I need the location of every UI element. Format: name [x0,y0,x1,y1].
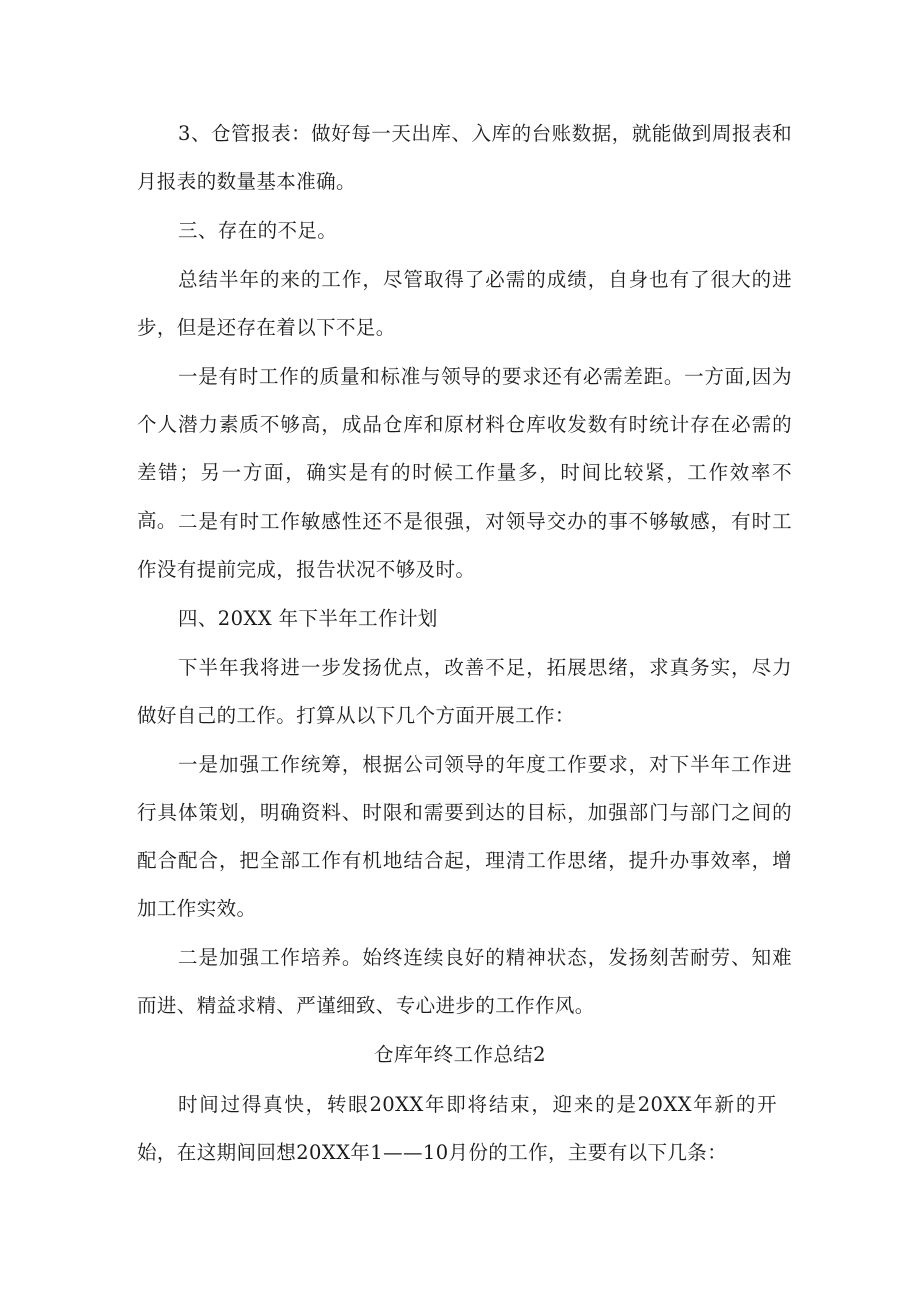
paragraph-plan-two: 二是加强工作培养。始终连续良好的精神状态，发扬刻苦耐劳、知难而进、精益求精、严谨细致、专心进步的工作作风。 [137,946,792,1017]
paragraph-shortcoming-two: 二是有时工作敏感性还不是很强，对领导交办的事不够敏感，有时工作没有提前完成，报告状况不够及时。 [137,510,792,581]
paragraph-shortcoming-one: 一是有时工作的质量和标准与领导的要求还有必需差距。一方面,因为个人潜力素质不够高，成品仓库和原材料仓库收发数有时统计存在必需的差错；另一方面，确实是有的时候工作量多，时间比较紧，工作效率不高。 [137,365,792,532]
paragraph-plan-intro: 下半年我将进一步发扬优点，改善不足，拓展思绪，求真务实，尽力做好自己的工作。打算从以下几个方面开展工作： [137,656,792,727]
section-title: 仓库年终工作总结2 [373,1043,546,1066]
paragraph-year-review: 时间过得真快，转眼20XX年即将结束，迎来的是20XX年新的开始，在这期间回想20XX年1——10月份的工作，主要有以下几条： [137,1093,777,1164]
heading-shortcomings: 三、存在的不足。 [178,219,338,242]
heading-second-half-plan: 四、20XX 年下半年工作计划 [178,607,438,630]
paragraph-warehouse-report: 3、仓管报表：做好每一天出库、入库的台账数据，就能做到周报表和月报表的数量基本准确。 [137,122,792,193]
paragraph-plan-one: 一是加强工作统筹，根据公司领导的年度工作要求，对下半年工作进行具体策划，明确资料、时限和需要到达的目标，加强部门与部门之间的配合配合，把全部工作有机地结合起，理清工作思绪，提升办事效率，增加工作实效。 [137,753,792,920]
paragraph-half-year-summary: 总结半年的来的工作，尽管取得了必需的成绩，自身也有了很大的进步，但是还存在着以下不足。 [137,268,792,339]
